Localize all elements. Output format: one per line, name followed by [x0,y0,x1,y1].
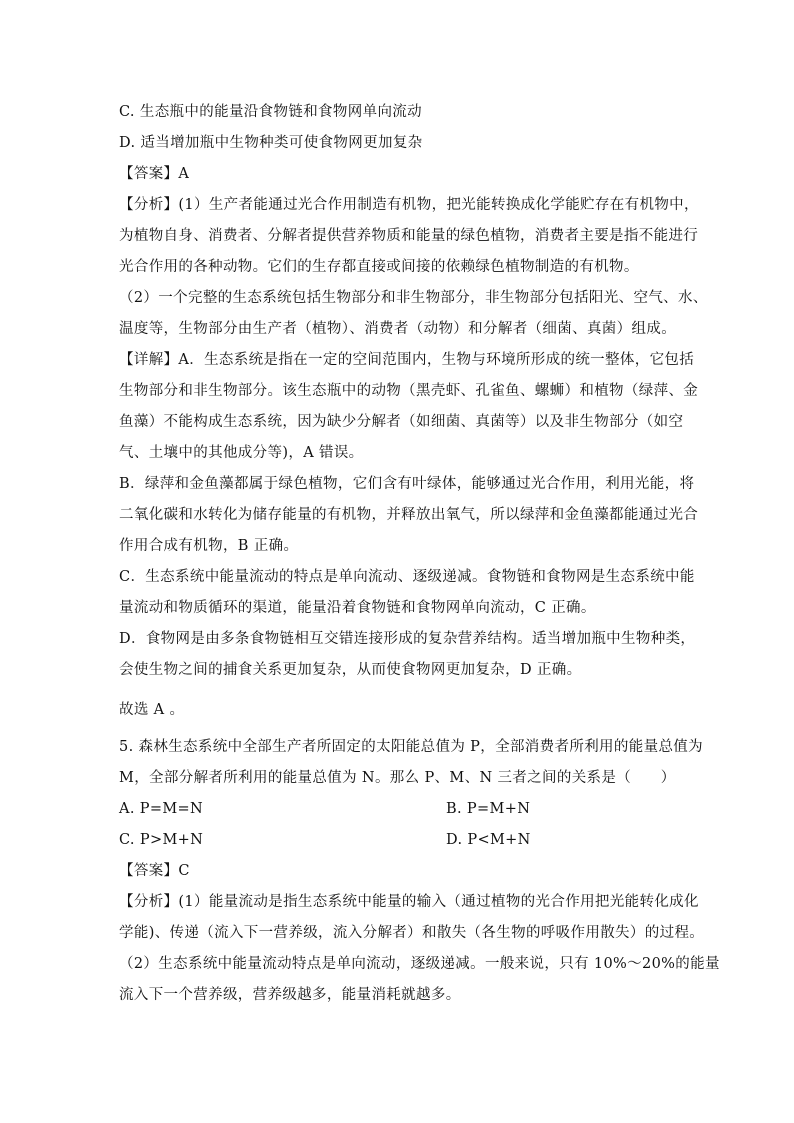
q5-stem-line: M，全部分解者所利用的能量总值为 N。那么 P、M、N 三者之间的关系是（ ） [119,770,676,786]
q5-stem-line: 5. 森林生态系统中全部生产者所固定的太阳能总值为 P，全部消费者所利用的能量总值为 [119,739,704,755]
q4-analysis-line: 为植物自身、消费者、分解者提供营养物质和能量的绿色植物，消费者主要是指不能进行 [119,228,699,244]
q5-option-b: B. P=M+N [446,801,531,817]
q4-detail-line: 量流动和物质循环的渠道，能量沿着食物链和食物网单向流动，C 正确。 [119,600,596,616]
q4-analysis-line: （2）一个完整的生态系统包括生物部分和非生物部分，非生物部分包括阳光、空气、水、 [119,290,708,306]
q5-analysis-line: 【分析】(1）能量流动是指生态系统中能量的输入（通过植物的光合作用把光能转化成化 [119,894,699,910]
q4-answer: 【答案】A [119,166,190,182]
q4-detail-line: 生物部分和非生物部分。该生态瓶中的动物（黑壳虾、孔雀鱼、螺蛳）和植物（绿萍、金 [119,383,699,399]
q4-detail-line: 会使生物之间的捕食关系更加复杂，从而使食物网更加复杂，D 正确。 [119,662,582,678]
q5-option-c: C. P>M+N [119,832,204,848]
q4-detail-line: 二氧化碳和水转化为储存能量的有机物，并释放出氧气，所以绿萍和金鱼藻都能通过光合 [119,507,699,523]
q4-analysis-line: 温度等，生物部分由生产者（植物）、消费者（动物）和分解者（细菌、真菌）组成。 [119,321,677,337]
q4-detail-line: 作用合成有机物，B 正确。 [119,538,299,554]
q5-answer: 【答案】C [119,863,190,879]
q4-analysis-line: 【分析】(1）生产者能通过光合作用制造有机物，把光能转换成化学能贮存在有机物中， [119,197,699,213]
q5-analysis-line: 流入下一个营养级，营养级越多，能量消耗就越多。 [119,987,461,1003]
q4-detail-line: B．绿萍和金鱼藻都属于绿色植物，它们含有叶绿体，能够通过光合作用，利用光能，将 [119,476,695,492]
q5-analysis-line: 学能)、传递（流入下一营养级，流入分解者）和散失（各生物的呼吸作用散失）的过程。 [119,925,705,941]
q5-option-a: A. P=M=N [119,801,204,817]
q4-conclusion: 故选 A 。 [119,702,185,718]
q4-option-c: C. 生态瓶中的能量沿食物链和食物网单向流动 [119,104,422,120]
q4-option-d: D. 适当增加瓶中生物种类可使食物网更加复杂 [119,135,423,151]
q5-option-d: D. P<M+N [446,832,531,848]
q4-detail-line: 鱼藻）不能构成生态系统，因为缺少分解者（如细菌、真菌等）以及非生物部分（如空 [119,414,684,430]
q4-detail-line: 气、土壤中的其他成分等)，A 错误。 [119,445,364,461]
q4-detail-line: D．食物网是由多条食物链相互交错连接形成的复杂营养结构。适当增加瓶中生物种类， [119,631,696,647]
q4-detail-line: 【详解】A．生态系统是指在一定的空间范围内，生物与环境所形成的统一整体，它包括 [119,352,695,368]
q5-analysis-line: （2）生态系统中能量流动特点是单向流动，逐级递减。一般来说，只有 10%～20%的能量 [119,956,720,972]
q4-analysis-line: 光合作用的各种动物。它们的生存都直接或间接的依赖绿色植物制造的有机物。 [119,259,639,275]
q4-detail-line: C．生态系统中能量流动的特点是单向流动、逐级递减。食物链和食物网是生态系统中能 [119,569,695,585]
